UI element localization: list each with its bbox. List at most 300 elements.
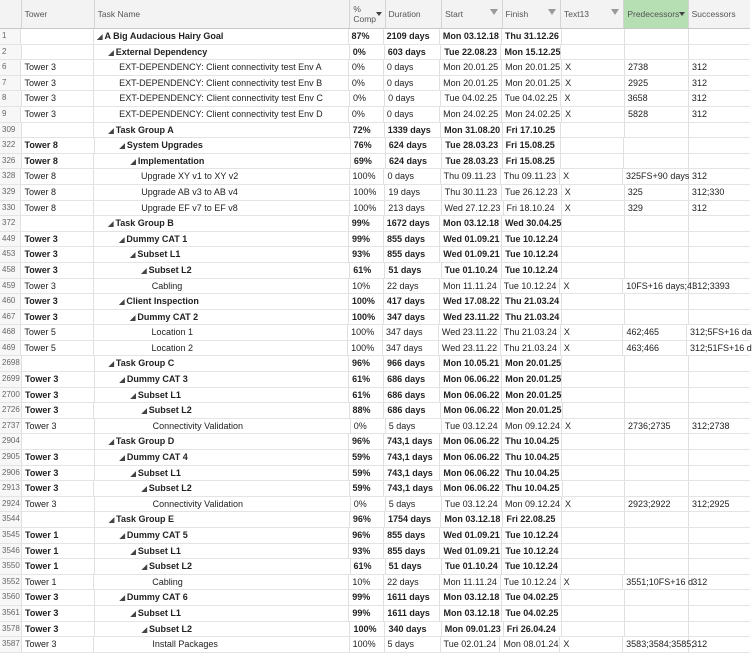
task-name-cell[interactable]: [94, 575, 349, 590]
task-name-cell[interactable]: [95, 466, 350, 481]
finish-cell[interactable]: Tue 10.12.24: [501, 575, 561, 590]
successors-cell[interactable]: [689, 590, 750, 605]
predecessors-cell[interactable]: 3658: [625, 91, 689, 106]
successors-cell[interactable]: 312;3393: [692, 280, 730, 291]
predecessors-cell[interactable]: [625, 294, 689, 309]
collapse-triangle-icon[interactable]: ◢: [119, 299, 127, 307]
task-name-cell[interactable]: [94, 341, 349, 356]
start-cell[interactable]: Mon 03.12.18: [440, 606, 502, 621]
successors-cell[interactable]: 312: [691, 93, 707, 104]
row-number[interactable]: 3545: [0, 528, 22, 543]
table-row[interactable]: [0, 341, 750, 357]
text13-cell[interactable]: [562, 388, 625, 403]
row-number[interactable]: 3560: [0, 590, 22, 605]
start-cell[interactable]: Mon 03.12.18: [440, 216, 502, 231]
text13-cell[interactable]: X: [562, 60, 625, 75]
start-cell[interactable]: Mon 20.01.25: [440, 76, 502, 91]
finish-cell[interactable]: Mon 08.01.24: [500, 637, 560, 652]
task-name-cell[interactable]: [94, 154, 350, 169]
percent-complete-cell[interactable]: 96%: [349, 356, 384, 371]
duration-cell[interactable]: 51 days: [386, 559, 442, 574]
tower-cell[interactable]: Tower 3: [22, 590, 95, 605]
text13-cell[interactable]: X: [561, 341, 624, 356]
finish-cell[interactable]: Mon 20.01.25: [502, 356, 562, 371]
header-successors[interactable]: [689, 0, 750, 28]
start-cell[interactable]: Mon 24.02.25: [440, 107, 502, 122]
start-cell[interactable]: Tue 01.10.24: [442, 263, 502, 278]
tower-cell[interactable]: [22, 123, 95, 138]
percent-complete-cell[interactable]: 99%: [349, 590, 384, 605]
row-number[interactable]: 2: [0, 45, 22, 60]
table-row[interactable]: [0, 216, 750, 232]
table-row[interactable]: [0, 372, 750, 388]
finish-cell[interactable]: Mon 15.12.25: [501, 45, 561, 60]
task-name-cell[interactable]: [95, 372, 350, 387]
tower-cell[interactable]: Tower 3: [21, 279, 93, 294]
table-row[interactable]: [0, 419, 750, 435]
text13-cell[interactable]: X: [562, 76, 625, 91]
start-cell[interactable]: Mon 20.01.25: [440, 60, 502, 75]
start-cell[interactable]: Mon 11.11.24: [440, 279, 501, 294]
header-row-number[interactable]: [0, 0, 22, 28]
row-number[interactable]: 3546: [0, 544, 22, 559]
successors-cell[interactable]: [689, 29, 750, 44]
table-row[interactable]: [0, 575, 750, 591]
row-number[interactable]: 8: [0, 91, 22, 106]
finish-cell[interactable]: Tue 10.12.24: [502, 232, 562, 247]
duration-cell[interactable]: 5 days: [385, 637, 441, 652]
collapse-triangle-icon[interactable]: ◢: [130, 610, 138, 618]
text13-cell[interactable]: X: [562, 185, 625, 200]
tower-cell[interactable]: Tower 3: [21, 263, 94, 278]
duration-cell[interactable]: 1672 days: [384, 216, 440, 231]
successors-cell[interactable]: [689, 544, 750, 559]
tower-cell[interactable]: Tower 5: [21, 325, 93, 340]
successors-cell[interactable]: [689, 606, 750, 621]
row-number[interactable]: 2924: [0, 497, 22, 512]
text13-cell[interactable]: [563, 481, 626, 496]
start-cell[interactable]: Mon 03.12.18: [440, 590, 502, 605]
text13-cell[interactable]: [562, 310, 625, 325]
duration-cell[interactable]: 686 days: [384, 388, 440, 403]
duration-cell[interactable]: 19 days: [385, 185, 441, 200]
text13-cell[interactable]: [562, 372, 625, 387]
row-number[interactable]: 329: [0, 185, 21, 200]
table-row[interactable]: [0, 294, 750, 310]
finish-cell[interactable]: Tue 10.12.24: [501, 279, 561, 294]
tower-cell[interactable]: Tower 3: [22, 606, 95, 621]
duration-cell[interactable]: 340 days: [385, 622, 441, 637]
row-number[interactable]: 3587: [0, 637, 22, 652]
table-row[interactable]: [0, 512, 750, 528]
predecessors-cell[interactable]: 2923;2922: [625, 497, 689, 512]
table-row[interactable]: [0, 356, 750, 372]
tower-cell[interactable]: [22, 512, 95, 527]
predecessors-cell[interactable]: 10FS+16 days;4!: [623, 279, 689, 294]
start-cell[interactable]: Mon 10.05.21: [440, 356, 502, 371]
finish-cell[interactable]: Tue 04.02.25: [502, 606, 562, 621]
collapse-triangle-icon[interactable]: ◢: [119, 143, 127, 151]
predecessors-cell[interactable]: 463;466: [623, 341, 687, 356]
tower-cell[interactable]: Tower 3: [21, 60, 94, 75]
table-row[interactable]: [0, 528, 750, 544]
row-number[interactable]: 3578: [0, 622, 22, 637]
text13-cell[interactable]: X: [562, 497, 625, 512]
task-name-cell[interactable]: [95, 419, 351, 434]
tower-cell[interactable]: Tower 3: [22, 372, 95, 387]
row-number[interactable]: 2904: [0, 434, 22, 449]
tower-cell[interactable]: Tower 3: [22, 450, 95, 465]
task-name-cell[interactable]: [95, 544, 350, 559]
collapse-triangle-icon[interactable]: ◢: [119, 377, 127, 385]
text13-cell[interactable]: [562, 590, 625, 605]
predecessors-cell[interactable]: 325FS+90 days: [623, 169, 689, 184]
duration-cell[interactable]: 347 days: [384, 310, 440, 325]
task-name-cell[interactable]: [95, 138, 351, 153]
task-name-cell[interactable]: [94, 310, 349, 325]
header-duration[interactable]: [386, 0, 443, 28]
duration-cell[interactable]: 1339 days: [385, 123, 441, 138]
task-name-cell[interactable]: [95, 512, 350, 527]
table-row[interactable]: [0, 60, 750, 76]
tower-cell[interactable]: Tower 3: [21, 76, 94, 91]
predecessors-cell[interactable]: [624, 138, 688, 153]
percent-complete-cell[interactable]: 0%: [349, 60, 384, 75]
finish-cell[interactable]: Mon 20.01.25: [502, 76, 562, 91]
text13-cell[interactable]: [562, 512, 625, 527]
row-number[interactable]: 3561: [0, 606, 22, 621]
text13-cell[interactable]: [562, 216, 625, 231]
header-text13[interactable]: [561, 0, 624, 28]
successors-cell[interactable]: 312: [691, 108, 708, 119]
percent-complete-cell[interactable]: 96%: [349, 434, 384, 449]
successors-cell[interactable]: [689, 45, 750, 60]
row-number[interactable]: 453: [0, 247, 21, 262]
successors-cell[interactable]: 312;330: [691, 186, 725, 197]
duration-cell[interactable]: 966 days: [384, 356, 440, 371]
row-number[interactable]: 326: [0, 154, 22, 169]
table-row[interactable]: [0, 279, 750, 295]
predecessors-cell[interactable]: 2925: [625, 76, 689, 91]
finish-cell[interactable]: Thu 10.04.25: [502, 466, 562, 481]
tower-cell[interactable]: [22, 434, 95, 449]
predecessors-cell[interactable]: [625, 466, 689, 481]
row-number[interactable]: 1: [0, 29, 21, 44]
successors-cell[interactable]: 312;2738: [691, 420, 730, 431]
tower-cell[interactable]: Tower 3: [21, 232, 94, 247]
percent-complete-cell[interactable]: 99%: [349, 232, 384, 247]
start-cell[interactable]: Mon 11.11.24: [440, 575, 501, 590]
predecessors-cell[interactable]: 3551;10FS+16 d: [623, 575, 689, 590]
task-name-cell[interactable]: [94, 279, 349, 294]
duration-cell[interactable]: 855 days: [384, 544, 440, 559]
collapse-triangle-icon[interactable]: ◢: [108, 517, 117, 525]
start-cell[interactable]: Thu 09.11.23: [441, 169, 501, 184]
finish-cell[interactable]: Thu 10.04.25: [502, 450, 562, 465]
percent-complete-cell[interactable]: 0%: [351, 497, 386, 512]
collapse-triangle-icon[interactable]: ◢: [130, 392, 138, 400]
start-cell[interactable]: Mon 06.06.22: [440, 466, 502, 481]
task-name-cell[interactable]: [94, 481, 349, 496]
collapse-triangle-icon[interactable]: ◢: [130, 470, 138, 478]
finish-cell[interactable]: Tue 10.12.24: [502, 247, 562, 262]
duration-cell[interactable]: 213 days: [385, 201, 441, 216]
duration-cell[interactable]: 1611 days: [384, 590, 440, 605]
task-name-cell[interactable]: [95, 590, 350, 605]
finish-cell[interactable]: Mon 20.01.25: [503, 403, 563, 418]
row-number[interactable]: 2698: [0, 356, 22, 371]
successors-cell[interactable]: [689, 372, 750, 387]
percent-complete-cell[interactable]: 61%: [349, 388, 384, 403]
start-cell[interactable]: Tue 04.02.25: [441, 91, 501, 106]
tower-cell[interactable]: Tower 3: [21, 310, 94, 325]
predecessors-cell[interactable]: 5828: [625, 107, 689, 122]
start-cell[interactable]: Tue 28.03.23: [442, 154, 502, 169]
percent-complete-cell[interactable]: 99%: [349, 606, 384, 621]
duration-cell[interactable]: 603 days: [385, 45, 441, 60]
predecessors-cell[interactable]: [625, 403, 689, 418]
duration-cell[interactable]: 22 days: [384, 575, 440, 590]
task-name-cell[interactable]: [94, 60, 349, 75]
predecessors-cell[interactable]: [625, 247, 689, 262]
start-cell[interactable]: Mon 06.06.22: [440, 434, 502, 449]
collapse-triangle-icon[interactable]: ◢: [119, 236, 127, 244]
table-row[interactable]: [0, 450, 750, 466]
successors-cell[interactable]: 312: [692, 171, 708, 182]
table-row[interactable]: [0, 76, 750, 92]
tower-cell[interactable]: Tower 3: [22, 466, 95, 481]
text13-cell[interactable]: [561, 138, 624, 153]
text13-cell[interactable]: X: [560, 637, 623, 652]
start-cell[interactable]: Wed 23.11.22: [440, 310, 502, 325]
start-cell[interactable]: Wed 01.09.21: [440, 528, 502, 543]
row-number[interactable]: 2906: [0, 466, 22, 481]
row-number[interactable]: 459: [0, 279, 21, 294]
predecessors-cell[interactable]: 325: [625, 185, 689, 200]
percent-complete-cell[interactable]: 59%: [349, 450, 384, 465]
table-row[interactable]: [0, 466, 750, 482]
row-number[interactable]: 467: [0, 310, 21, 325]
percent-complete-cell[interactable]: 100%: [350, 201, 385, 216]
tower-cell[interactable]: Tower 8: [21, 185, 94, 200]
finish-cell[interactable]: Mon 20.01.25: [502, 60, 562, 75]
tower-cell[interactable]: [22, 356, 95, 371]
table-row[interactable]: [0, 169, 750, 185]
duration-cell[interactable]: 855 days: [384, 528, 440, 543]
text13-cell[interactable]: [563, 403, 626, 418]
finish-cell[interactable]: Mon 20.01.25: [502, 388, 562, 403]
duration-cell[interactable]: 743,1 days: [384, 434, 440, 449]
row-number[interactable]: 3544: [0, 512, 22, 527]
start-cell[interactable]: Mon 03.12.18: [441, 512, 503, 527]
collapse-triangle-icon[interactable]: ◢: [130, 548, 138, 556]
task-name-cell[interactable]: [94, 91, 350, 106]
tower-cell[interactable]: [22, 45, 95, 60]
text13-cell[interactable]: X: [561, 91, 624, 106]
predecessors-cell[interactable]: [625, 356, 689, 371]
percent-complete-cell[interactable]: 100%: [349, 310, 384, 325]
task-name-cell[interactable]: [94, 294, 349, 309]
table-row[interactable]: [0, 201, 750, 217]
predecessors-cell[interactable]: [625, 606, 689, 621]
start-cell[interactable]: Tue 01.10.24: [442, 559, 502, 574]
successors-cell[interactable]: [689, 216, 750, 231]
header-start[interactable]: [442, 0, 502, 28]
start-cell[interactable]: Tue 22.08.23: [441, 45, 501, 60]
finish-cell[interactable]: Thu 10.04.25: [502, 434, 562, 449]
finish-cell[interactable]: Thu 31.12.26: [502, 29, 562, 44]
text13-cell[interactable]: X: [561, 575, 624, 590]
percent-complete-cell[interactable]: 100%: [348, 341, 383, 356]
collapse-triangle-icon[interactable]: ◢: [108, 127, 116, 135]
percent-complete-cell[interactable]: 10%: [349, 575, 384, 590]
predecessors-cell[interactable]: [625, 45, 689, 60]
finish-cell[interactable]: Tue 04.02.25: [502, 590, 562, 605]
start-cell[interactable]: Mon 03.12.18: [440, 29, 502, 44]
finish-cell[interactable]: Tue 10.12.24: [502, 559, 562, 574]
collapse-triangle-icon[interactable]: ◢: [130, 314, 138, 322]
predecessors-cell[interactable]: [625, 232, 689, 247]
finish-cell[interactable]: Mon 20.01.25: [502, 372, 562, 387]
start-cell[interactable]: Mon 09.01.23: [442, 622, 504, 637]
successors-cell[interactable]: [689, 512, 750, 527]
header-percent-complete[interactable]: [350, 0, 385, 28]
successors-cell[interactable]: [689, 403, 750, 418]
table-row[interactable]: [0, 185, 750, 201]
text13-cell[interactable]: X: [562, 107, 625, 122]
duration-cell[interactable]: 2109 days: [384, 29, 440, 44]
table-row[interactable]: [0, 403, 750, 419]
table-row[interactable]: [0, 263, 750, 279]
percent-complete-cell[interactable]: 96%: [350, 512, 385, 527]
percent-complete-cell[interactable]: 0%: [350, 45, 385, 60]
successors-cell[interactable]: 312: [691, 202, 707, 213]
successors-cell[interactable]: [689, 450, 750, 465]
table-row[interactable]: [0, 138, 750, 154]
successors-cell[interactable]: [689, 481, 750, 496]
start-cell[interactable]: Wed 23.11.22: [439, 341, 501, 356]
finish-cell[interactable]: Wed 30.04.25: [502, 216, 562, 231]
row-number[interactable]: 330: [0, 201, 21, 216]
row-number[interactable]: 2913: [0, 481, 22, 496]
text13-cell[interactable]: [562, 466, 625, 481]
tower-cell[interactable]: Tower 3: [21, 107, 94, 122]
duration-cell[interactable]: 624 days: [386, 138, 443, 153]
finish-cell[interactable]: Tue 10.12.24: [502, 544, 562, 559]
collapse-triangle-icon[interactable]: ◢: [141, 486, 149, 494]
text13-cell[interactable]: [562, 263, 625, 278]
collapse-triangle-icon[interactable]: ◢: [108, 361, 116, 369]
header-task-name[interactable]: [95, 0, 351, 28]
finish-cell[interactable]: Thu 21.03.24: [501, 341, 561, 356]
collapse-triangle-icon[interactable]: ◢: [119, 455, 127, 463]
successors-cell[interactable]: 312: [691, 62, 708, 73]
percent-complete-cell[interactable]: 100%: [350, 637, 385, 652]
predecessors-cell[interactable]: [624, 154, 688, 169]
predecessors-cell[interactable]: [625, 481, 689, 496]
table-row[interactable]: [0, 590, 750, 606]
finish-cell[interactable]: Tue 10.12.24: [502, 528, 562, 543]
predecessors-cell[interactable]: [625, 123, 689, 138]
collapse-triangle-icon[interactable]: ◢: [130, 252, 138, 260]
percent-complete-cell[interactable]: 76%: [351, 138, 386, 153]
percent-complete-cell[interactable]: 96%: [349, 528, 384, 543]
finish-cell[interactable]: Tue 10.12.24: [502, 263, 562, 278]
percent-complete-cell[interactable]: 0%: [350, 91, 385, 106]
predecessors-cell[interactable]: [625, 216, 689, 231]
finish-cell[interactable]: Thu 21.03.24: [502, 294, 562, 309]
row-number[interactable]: 468: [0, 325, 21, 340]
task-name-cell[interactable]: [95, 622, 351, 637]
successors-cell[interactable]: 312: [692, 639, 708, 650]
predecessors-cell[interactable]: [625, 29, 689, 44]
duration-cell[interactable]: 0 days: [384, 169, 440, 184]
start-cell[interactable]: Mon 06.06.22: [441, 403, 503, 418]
duration-cell[interactable]: 0 days: [385, 91, 441, 106]
task-name-cell[interactable]: [95, 528, 350, 543]
start-cell[interactable]: Mon 06.06.22: [440, 450, 502, 465]
text13-cell[interactable]: [562, 434, 625, 449]
percent-complete-cell[interactable]: 0%: [349, 107, 384, 122]
duration-cell[interactable]: 347 days: [383, 341, 439, 356]
task-name-cell[interactable]: [95, 388, 350, 403]
text13-cell[interactable]: [562, 294, 625, 309]
text13-cell[interactable]: [561, 154, 624, 169]
tower-cell[interactable]: Tower 1: [22, 559, 95, 574]
start-cell[interactable]: Mon 06.06.22: [441, 481, 503, 496]
tower-cell[interactable]: Tower 8: [21, 201, 94, 216]
header-predecessors[interactable]: [624, 0, 688, 28]
predecessors-cell[interactable]: [625, 544, 689, 559]
row-number[interactable]: 2905: [0, 450, 22, 465]
predecessors-cell[interactable]: 462;465: [623, 325, 687, 340]
tower-cell[interactable]: Tower 8: [22, 154, 95, 169]
tower-cell[interactable]: Tower 3: [22, 403, 94, 418]
text13-cell[interactable]: [561, 45, 624, 60]
finish-cell[interactable]: Mon 09.12.24: [502, 419, 562, 434]
predecessors-cell[interactable]: [625, 559, 689, 574]
text13-cell[interactable]: X: [561, 325, 624, 340]
percent-complete-cell[interactable]: 93%: [349, 247, 384, 262]
percent-complete-cell[interactable]: 100%: [350, 622, 385, 637]
text13-cell[interactable]: X: [562, 419, 625, 434]
task-name-cell[interactable]: [95, 450, 350, 465]
duration-cell[interactable]: 1754 days: [385, 512, 441, 527]
filter-icon[interactable]: [611, 9, 619, 15]
finish-cell[interactable]: Fri 22.08.25: [503, 512, 561, 527]
row-number[interactable]: 9: [0, 107, 21, 122]
successors-cell[interactable]: [689, 310, 750, 325]
percent-complete-cell[interactable]: 72%: [350, 123, 385, 138]
percent-complete-cell[interactable]: 100%: [348, 325, 383, 340]
text13-cell[interactable]: X: [562, 201, 625, 216]
start-cell[interactable]: Mon 31.08.20: [441, 123, 503, 138]
row-number[interactable]: 2700: [0, 388, 22, 403]
start-cell[interactable]: Mon 06.06.22: [440, 388, 502, 403]
predecessors-cell[interactable]: 329: [625, 201, 689, 216]
predecessors-cell[interactable]: [625, 622, 689, 637]
duration-cell[interactable]: 51 days: [385, 263, 441, 278]
duration-cell[interactable]: 347 days: [383, 325, 439, 340]
percent-complete-cell[interactable]: 61%: [349, 372, 384, 387]
task-name-cell[interactable]: [94, 107, 349, 122]
predecessors-cell[interactable]: 2738: [625, 60, 689, 75]
successors-cell[interactable]: [689, 528, 750, 543]
percent-complete-cell[interactable]: 87%: [349, 29, 384, 44]
task-name-cell[interactable]: [94, 185, 350, 200]
text13-cell[interactable]: [562, 622, 625, 637]
collapse-triangle-icon[interactable]: ◢: [119, 533, 127, 540]
